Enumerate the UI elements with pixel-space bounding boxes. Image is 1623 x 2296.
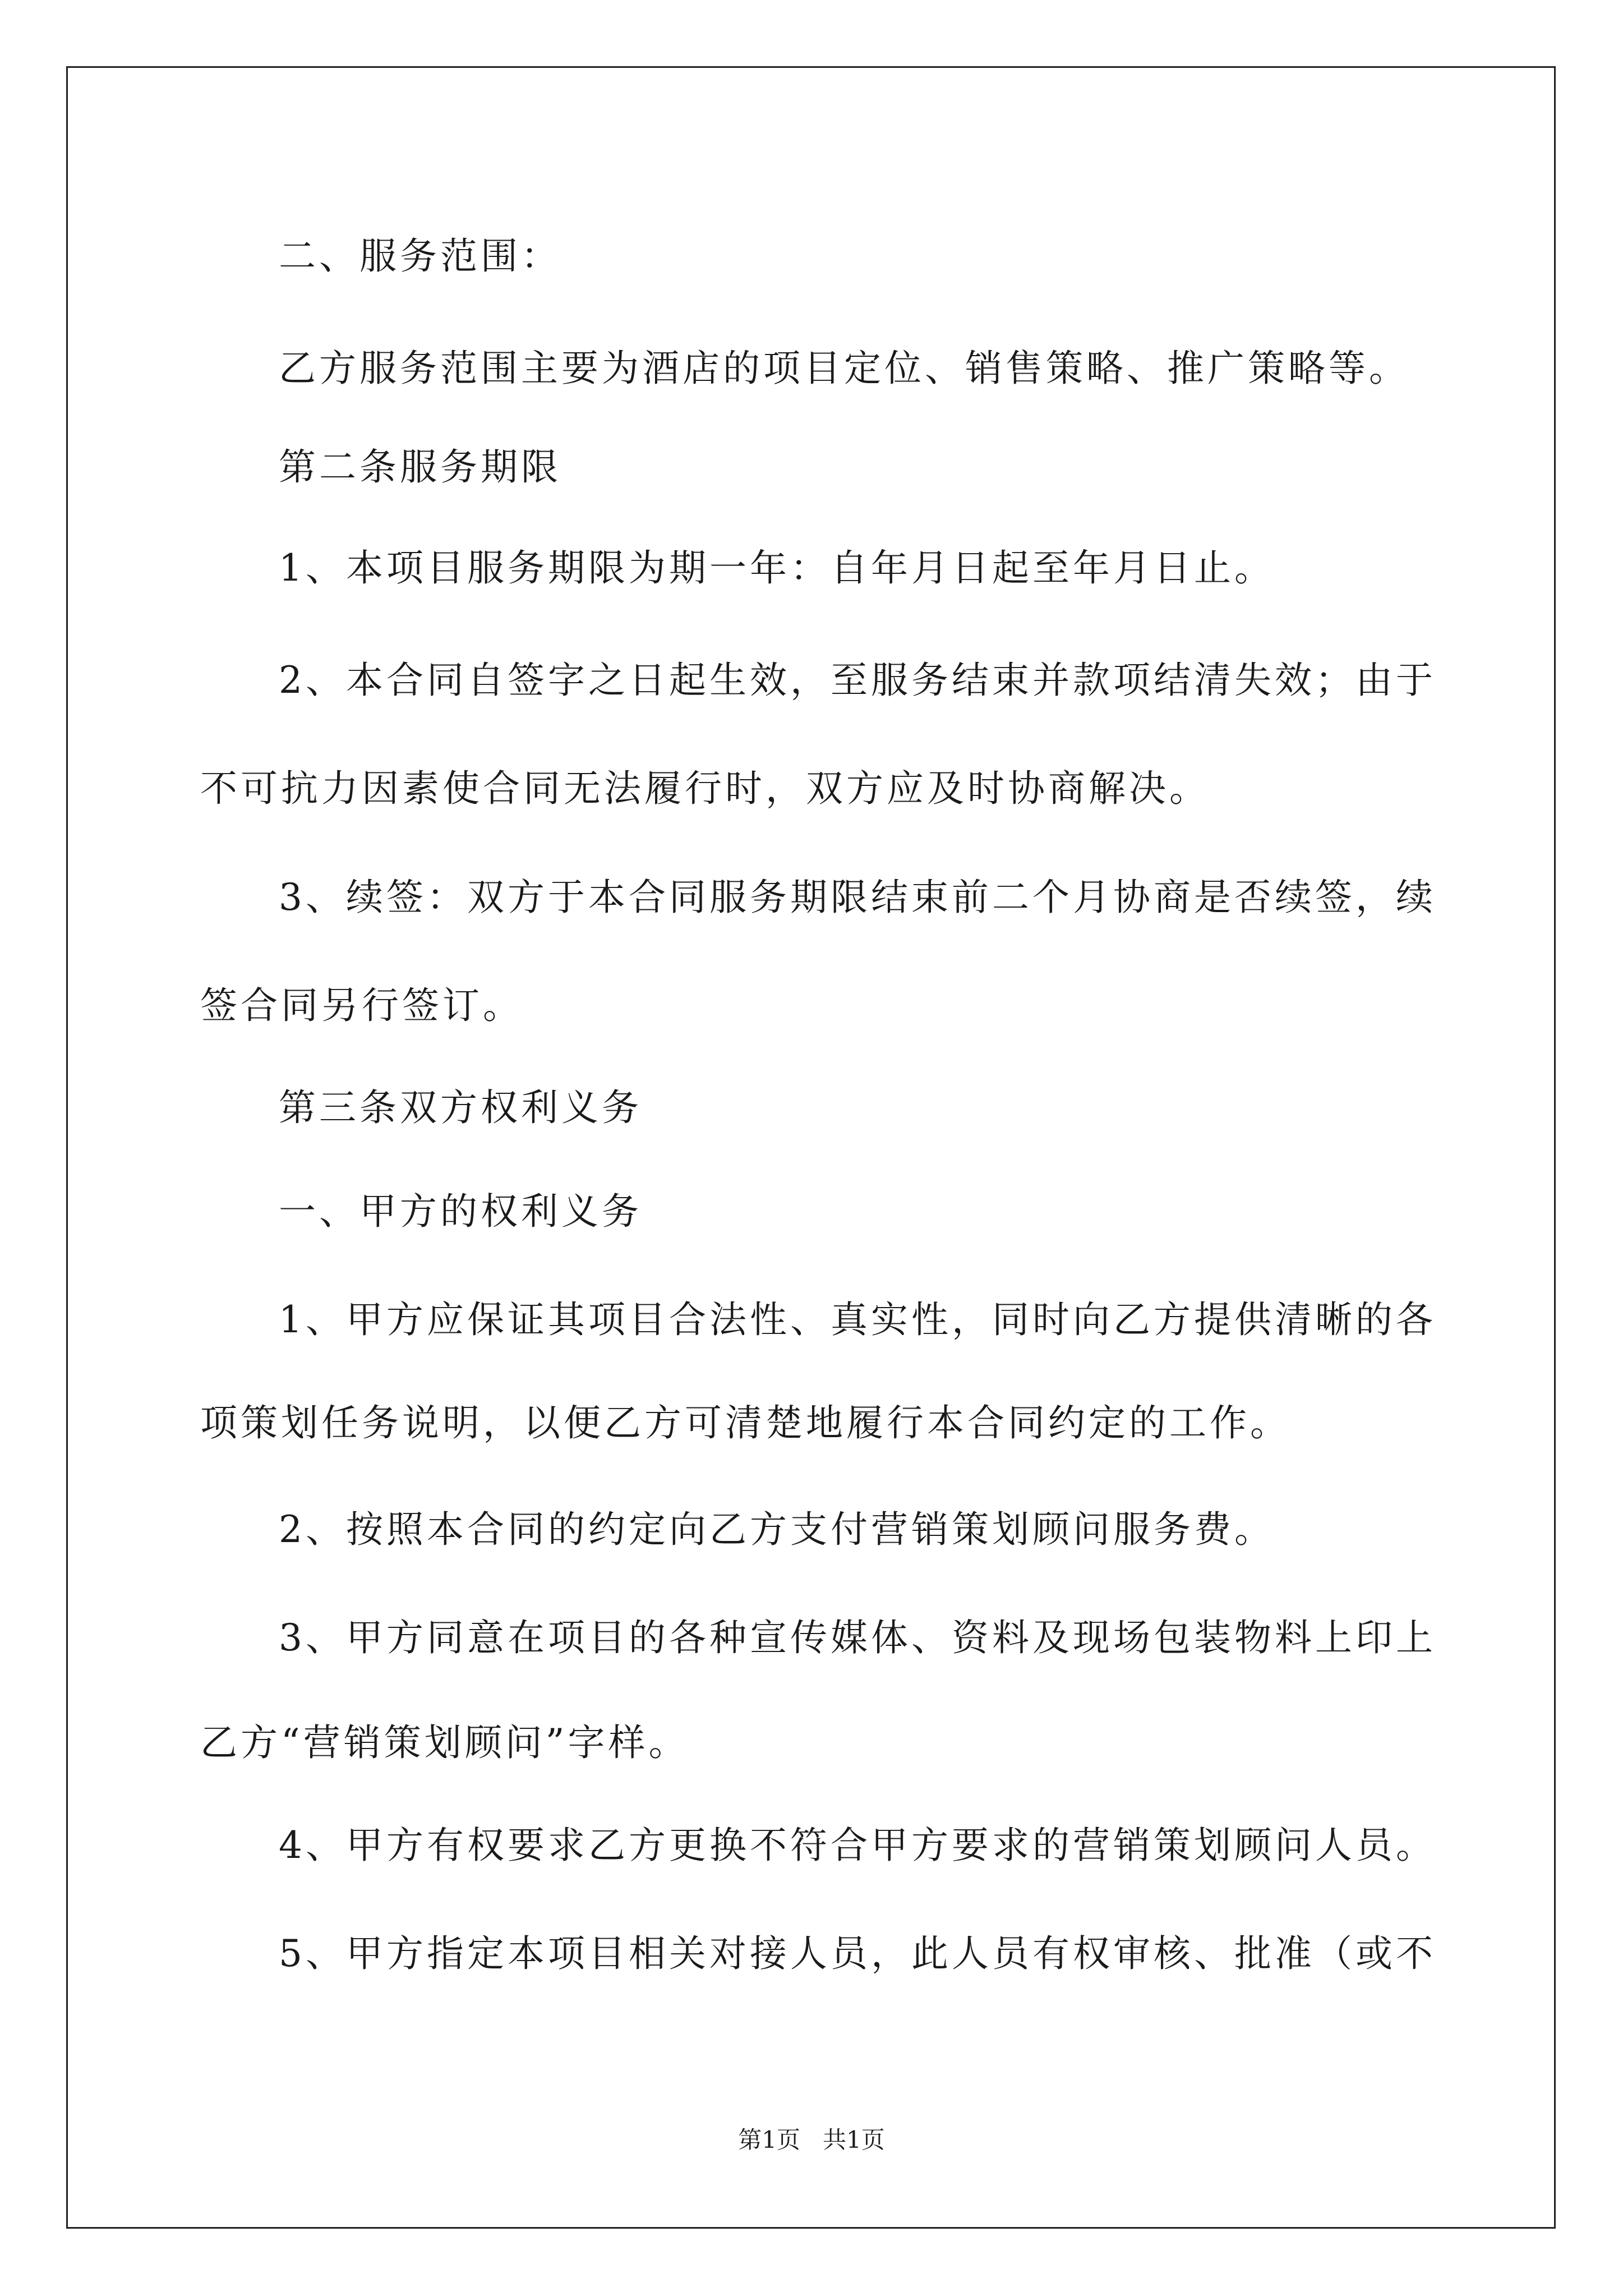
- paragraph-line: 5、甲方指定本项目相关对接人员，此人员有权审核、批准（或不: [279, 1932, 1436, 1975]
- paragraph-line: 乙方“营销策划顾问”字样。: [200, 1721, 689, 1764]
- paragraph-line: 2、本合同自签字之日起生效，至服务结束并款项结清失效；由于: [279, 659, 1436, 702]
- paragraph-line: 2、按照本合同的约定向乙方支付营销策划顾问服务费。: [279, 1508, 1275, 1551]
- paragraph-line: 项策划任务说明，以便乙方可清楚地履行本合同约定的工作。: [200, 1401, 1290, 1444]
- page-border: [66, 66, 1556, 2229]
- article-heading: 第二条服务期限: [279, 445, 561, 489]
- paragraph-line: 1、甲方应保证其项目合法性、真实性，同时向乙方提供清晰的各: [279, 1298, 1436, 1341]
- paragraph-line: 3、续签：双方于本合同服务期限结束前二个月协商是否续签，续: [279, 876, 1436, 919]
- paragraph-line: 3、甲方同意在项目的各种宣传媒体、资料及现场包装物料上印上: [279, 1616, 1436, 1659]
- section-heading: 二、服务范围：: [279, 234, 561, 278]
- article-heading: 第三条双方权利义务: [279, 1086, 642, 1129]
- paragraph-line: 不可抗力因素使合同无法履行时，双方应及时协商解决。: [200, 767, 1210, 810]
- section-heading: 一、甲方的权利义务: [279, 1190, 642, 1233]
- page-footer: 第1页 共1页: [738, 2126, 885, 2154]
- paragraph-line: 乙方服务范围主要为酒店的项目定位、销售策略、推广策略等。: [279, 347, 1409, 390]
- paragraph-line: 签合同另行签订。: [200, 984, 523, 1027]
- paragraph-line: 4、甲方有权要求乙方更换不符合甲方要求的营销策划顾问人员。: [279, 1824, 1436, 1867]
- paragraph-line: 1、本项目服务期限为期一年：自年月日起至年月日止。: [279, 546, 1275, 590]
